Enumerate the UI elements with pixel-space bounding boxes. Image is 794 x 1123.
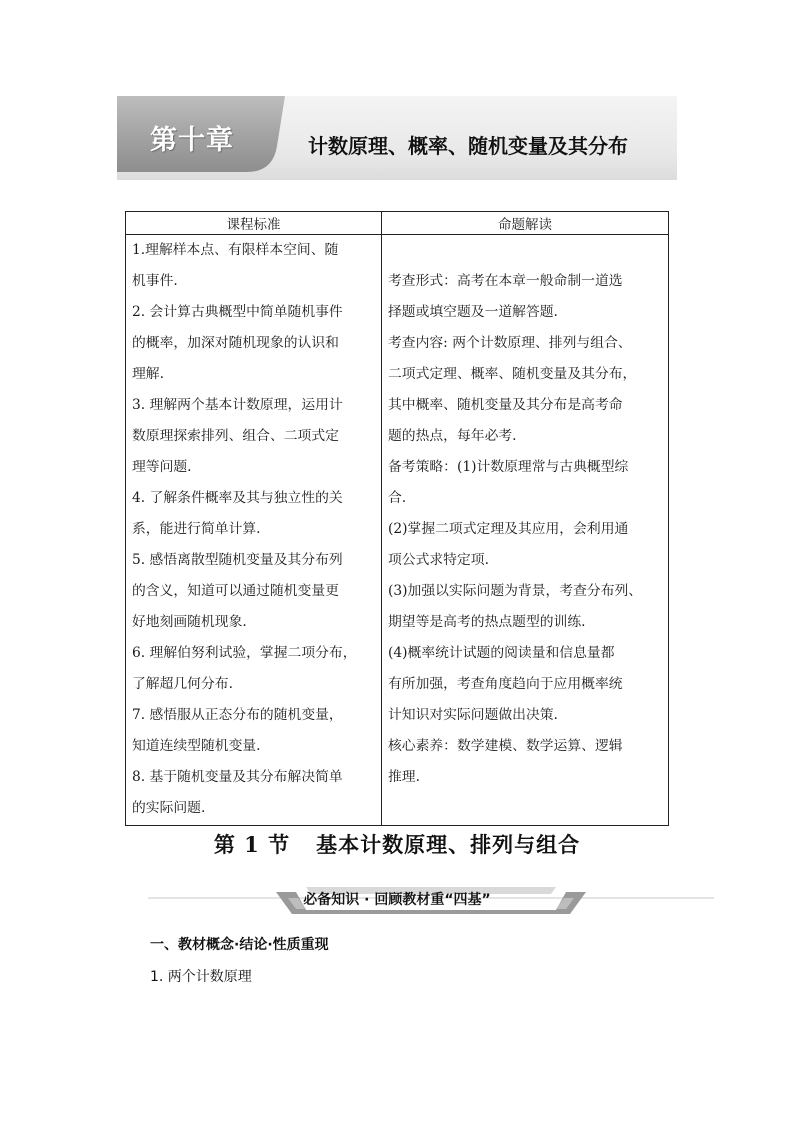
text-line: 7. 感悟服从正态分布的随机变量，: [132, 707, 343, 723]
text-line: 4. 了解条件概率及其与独立性的关: [132, 490, 343, 506]
text-line: 二项式定理、概率、随机变量及其分布，: [388, 366, 637, 382]
text-line: 择题或填空题及一道解答题.: [388, 304, 558, 320]
text-line: 机事件.: [132, 273, 178, 289]
text-line: 推理.: [388, 769, 420, 785]
text-line: 合.: [388, 490, 407, 506]
divider-label: 必备知识 · 回顾教材重“四基”: [303, 892, 491, 908]
text-line: 期望等是高考的热点题型的训练.: [388, 614, 586, 630]
text-line: 系，能进行简单计算.: [132, 521, 261, 537]
text-line: 考查形式：高考在本章一般命制一道选: [388, 273, 623, 289]
exam-interpretation-cell: [382, 235, 669, 826]
text-line: 有所加强，考查角度趋向于应用概率统: [388, 676, 623, 692]
text-line: 的实际问题.: [132, 800, 206, 816]
text-line: 了解超几何分布.: [132, 676, 233, 692]
text-line: 1.理解样本点、有限样本空间、随: [132, 242, 339, 258]
section-name: 基本计数原理、排列与组合: [316, 832, 581, 857]
subheading: 一、教材概念·结论·性质重现: [150, 937, 329, 953]
text-line: 项公式求特定项.: [388, 552, 489, 568]
text-line: 好地刻画随机现象.: [132, 614, 247, 630]
text-line: 6. 理解伯努利试验，掌握二项分布，: [132, 645, 357, 661]
header-course-standard: 课程标准: [126, 212, 382, 235]
section-number: 第 1 节: [213, 832, 291, 857]
header-exam-interpretation: 命题解读: [382, 212, 669, 235]
course-standard-cell: [126, 235, 382, 826]
text-line: 题的热点，每年必考.: [388, 428, 517, 444]
chapter-title: 计数原理、概率、随机变量及其分布: [308, 134, 628, 158]
text-line: 知道连续型随机变量.: [132, 738, 261, 754]
text-line: 2. 会计算古典概型中简单随机事件: [132, 304, 343, 320]
text-line: 8. 基于随机变量及其分布解决简单: [132, 769, 343, 785]
text-line: 3. 理解两个基本计数原理，运用计: [132, 397, 343, 413]
table-header-row: [126, 212, 669, 235]
text-line: (3)加强以实际问题为背景，考查分布列、: [388, 583, 643, 599]
text-line: (2)掌握二项式定理及其应用，会利用通: [388, 521, 629, 537]
text-line: 理解.: [132, 366, 164, 382]
text-line: 核心素养：数学建模、数学运算、逻辑: [388, 738, 623, 754]
section-title: [0, 829, 794, 859]
text-line: 计知识对实际问题做出决策.: [388, 707, 558, 723]
text-line: 5. 感悟离散型随机变量及其分布列: [132, 552, 343, 568]
text-line: 数原理探索排列、组合、二项式定: [132, 428, 339, 444]
text-line: 理等问题.: [132, 459, 192, 475]
text-line: 考查内容: 两个计数原理、排列与组合、: [388, 335, 632, 351]
item-heading: 1. 两个计数原理: [150, 969, 252, 985]
text-line: 其中概率、随机变量及其分布是高考命: [388, 397, 623, 413]
chapter-label: 第十章: [150, 125, 234, 156]
syllabus-table: [125, 211, 669, 826]
text-line: 的概率，加深对随机现象的认识和: [132, 335, 339, 351]
text-line: 的含义，知道可以通过随机变量更: [132, 583, 339, 599]
text-line: (4)概率统计试题的阅读量和信息量都: [388, 645, 615, 661]
text-line: 备考策略：(1)计数原理常与古典概型综: [388, 459, 629, 475]
table-row: [126, 235, 669, 826]
